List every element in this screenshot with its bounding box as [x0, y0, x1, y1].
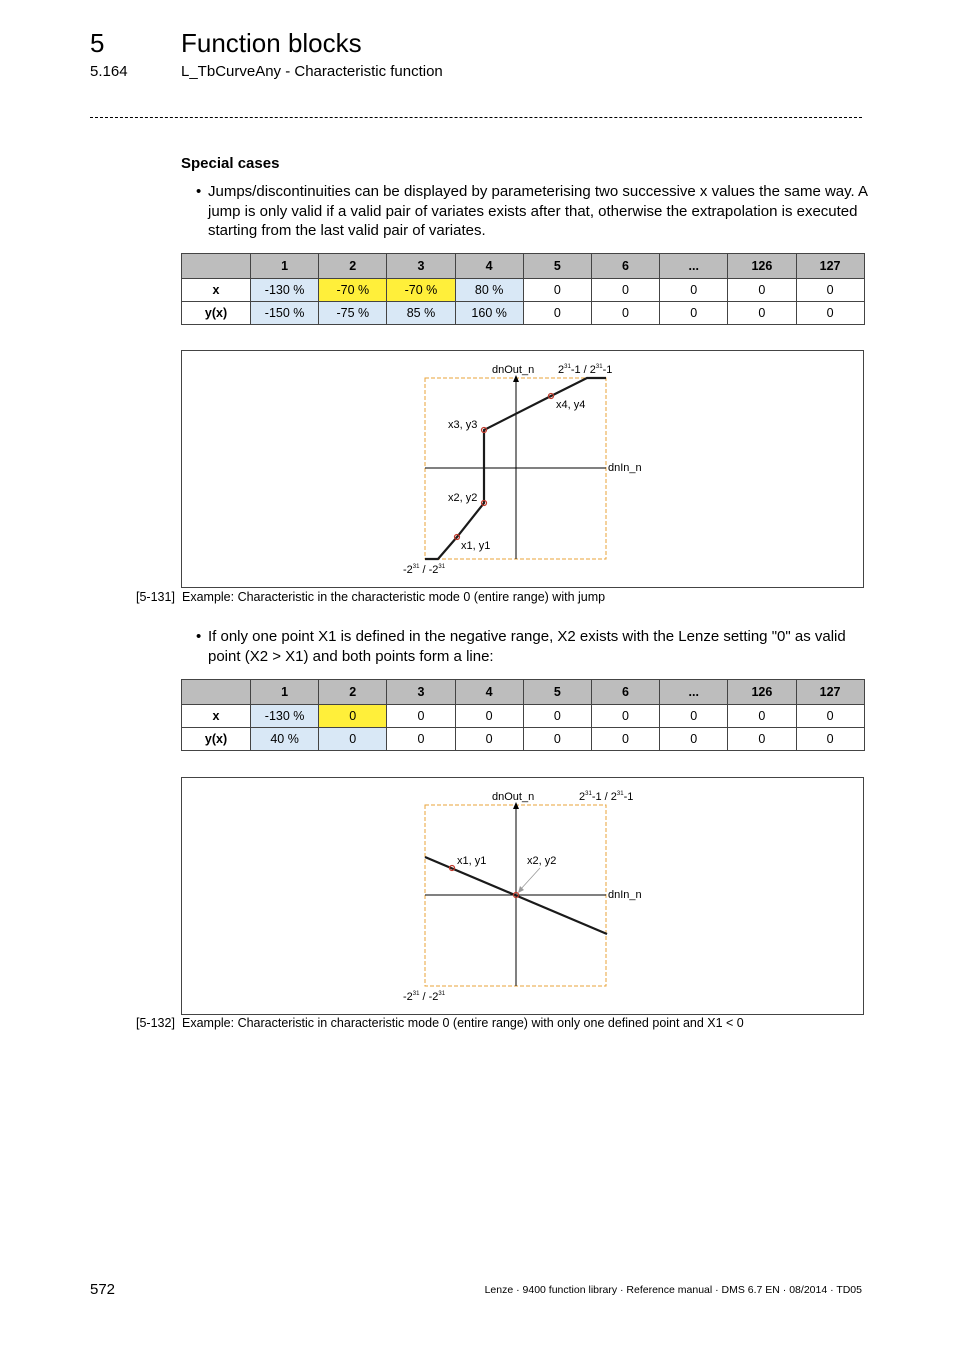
upper-limit-label: [558, 364, 612, 376]
table-cell: 5: [523, 254, 591, 279]
table-cell: -70 %: [387, 279, 455, 302]
figure-caption-single-point: [136, 1016, 744, 1030]
bullet-marker: •: [196, 628, 202, 645]
caption-number: [5-132]: [136, 1016, 175, 1030]
page-number: 572: [90, 1281, 116, 1298]
table-row-x: [182, 279, 865, 302]
y-axis-label: dnOut_n: [492, 791, 535, 803]
figure-jump-characteristic: [181, 350, 864, 588]
footer-document-info: Lenze · 9400 function library · Reference manual · DMS 6.7 EN · 08/2014 · TD05: [484, 1284, 862, 1296]
table-cell: 6: [591, 680, 659, 705]
table-cell: 4: [455, 680, 523, 705]
table-cell: 0: [660, 705, 728, 728]
single-point-characteristic-diagram: [182, 778, 863, 1014]
table-cell: 2: [319, 254, 387, 279]
chapter-title: Function blocks: [181, 28, 362, 58]
table-cell: 0: [319, 728, 387, 751]
table-row-label: y(x): [182, 302, 251, 325]
table-cell: 0: [796, 279, 864, 302]
table-cell: 0: [591, 728, 659, 751]
table-cell: 126: [728, 680, 796, 705]
table-cell: 40 %: [251, 728, 319, 751]
upper-limit-middle: -1 / 2: [570, 364, 596, 376]
table-cell: -130 %: [251, 279, 319, 302]
section-title: L_TbCurveAny - Characteristic function: [181, 63, 443, 80]
table-cell: [182, 680, 251, 705]
lower-limit-base: -2: [403, 991, 413, 1003]
table-cell: 160 %: [455, 302, 523, 325]
upper-limit-base: 2: [558, 364, 565, 376]
upper-limit-base: 2: [579, 791, 586, 803]
bullet-jump-text: Jumps/discontinuities can be displayed by parameterising two successive x values the same way. A jump is only valid if a valid pair of variates exists after that, otherwise the extrapolation is executed starting from the last valid pair of variates.: [208, 183, 868, 239]
table-row-label: x: [182, 279, 251, 302]
value-table-single-point: [181, 679, 865, 751]
table-cell: 0: [660, 728, 728, 751]
table-cell: 0: [796, 705, 864, 728]
table-cell: 0: [796, 302, 864, 325]
table-cell: 0: [660, 279, 728, 302]
table-cell: 0: [728, 728, 796, 751]
table-cell: 1: [251, 254, 319, 279]
table-cell: 2: [319, 680, 387, 705]
table-cell: 0: [796, 728, 864, 751]
table-cell: 6: [591, 254, 659, 279]
table-cell: ...: [660, 254, 728, 279]
table-cell: 0: [728, 302, 796, 325]
special-cases-heading: Special cases: [181, 155, 280, 172]
table-cell: 4: [455, 254, 523, 279]
table-cell: 0: [660, 302, 728, 325]
table-cell: 0: [387, 705, 455, 728]
table-cell: ...: [660, 680, 728, 705]
table-cell: 0: [728, 279, 796, 302]
table-cell: 0: [455, 728, 523, 751]
table-cell: -130 %: [251, 705, 319, 728]
table-cell: 127: [796, 680, 864, 705]
table-row-y: [182, 302, 865, 325]
table-cell: -70 %: [319, 279, 387, 302]
table-cell: 85 %: [387, 302, 455, 325]
table-cell: 127: [796, 254, 864, 279]
table-cell: -150 %: [251, 302, 319, 325]
lower-limit-exponent: 31: [438, 991, 446, 997]
y-axis-label: dnOut_n: [492, 364, 535, 376]
table-cell: 0: [591, 302, 659, 325]
table-row-label: x: [182, 705, 251, 728]
lower-limit-label: [403, 564, 446, 576]
table-cell: 3: [387, 680, 455, 705]
header-divider: [90, 117, 862, 118]
table-cell: 0: [523, 302, 591, 325]
upper-limit-end: -1: [602, 364, 613, 376]
value-table-jump: [181, 253, 865, 325]
table-cell: 0: [455, 705, 523, 728]
table-cell: 0: [523, 279, 591, 302]
x-axis-label: dnIn_n: [608, 462, 642, 474]
table-cell: 0: [319, 705, 387, 728]
lower-limit-middle: / -2: [419, 564, 439, 576]
upper-limit-end: -1: [623, 791, 634, 803]
section-number: 5.164: [90, 63, 128, 80]
table-header-row: [182, 254, 865, 279]
point-label-x1-y1: x1, y1: [457, 855, 487, 867]
point-label-x1-y1: x1, y1: [461, 540, 491, 552]
lower-limit-exponent: 31: [412, 991, 420, 997]
upper-limit-exponent: 31: [595, 364, 603, 370]
table-cell: 1: [251, 680, 319, 705]
table-cell: 0: [523, 705, 591, 728]
chapter-number: 5: [90, 28, 105, 58]
lower-limit-exponent: 31: [412, 564, 420, 570]
lower-limit-middle: / -2: [419, 991, 439, 1003]
upper-limit-exponent: 31: [585, 791, 592, 797]
figure-single-point-characteristic: [181, 777, 864, 1015]
upper-limit-exponent: 31: [616, 791, 624, 797]
table-cell: 0: [728, 705, 796, 728]
pointer-line: [520, 868, 540, 890]
table-row-y: [182, 728, 865, 751]
table-cell: 126: [728, 254, 796, 279]
bullet-single-point-text: If only one point X1 is defined in the negative range, X2 exists with the Lenze setting "0" as valid point (X2 > X1) and both points form a line:: [208, 628, 846, 665]
lower-limit-label: [403, 991, 446, 1003]
table-cell: 0: [591, 279, 659, 302]
table-cell: 0: [387, 728, 455, 751]
point-label-x2-y2: x2, y2: [527, 855, 557, 867]
lower-limit-base: -2: [403, 564, 413, 576]
point-label-x4-y4: x4, y4: [556, 399, 586, 411]
table-cell: 0: [591, 705, 659, 728]
table-cell: 5: [523, 680, 591, 705]
upper-limit-label: [579, 791, 633, 803]
upper-limit-middle: -1 / 2: [591, 791, 617, 803]
upper-limit-exponent: 31: [564, 364, 571, 370]
table-row-x: [182, 705, 865, 728]
caption-text: Example: Characteristic in characteristic mode 0 (entire range) with only one defined point and X1 < 0: [182, 1016, 744, 1030]
jump-characteristic-diagram: [182, 351, 863, 587]
table-row-label: y(x): [182, 728, 251, 751]
table-cell: 0: [523, 728, 591, 751]
caption-number: [5-131]: [136, 590, 175, 604]
caption-text: Example: Characteristic in the characteristic mode 0 (entire range) with jump: [182, 590, 606, 604]
point-label-x3-y3: x3, y3: [448, 419, 478, 431]
table-cell: [182, 254, 251, 279]
table-header-row: [182, 680, 865, 705]
figure-caption-jump: [136, 590, 605, 604]
x-axis-label: dnIn_n: [608, 889, 642, 901]
table-cell: -75 %: [319, 302, 387, 325]
point-label-x2-y2: x2, y2: [448, 492, 478, 504]
table-cell: 3: [387, 254, 455, 279]
table-cell: 80 %: [455, 279, 523, 302]
bullet-marker: •: [196, 183, 202, 200]
lower-limit-exponent: 31: [438, 564, 446, 570]
